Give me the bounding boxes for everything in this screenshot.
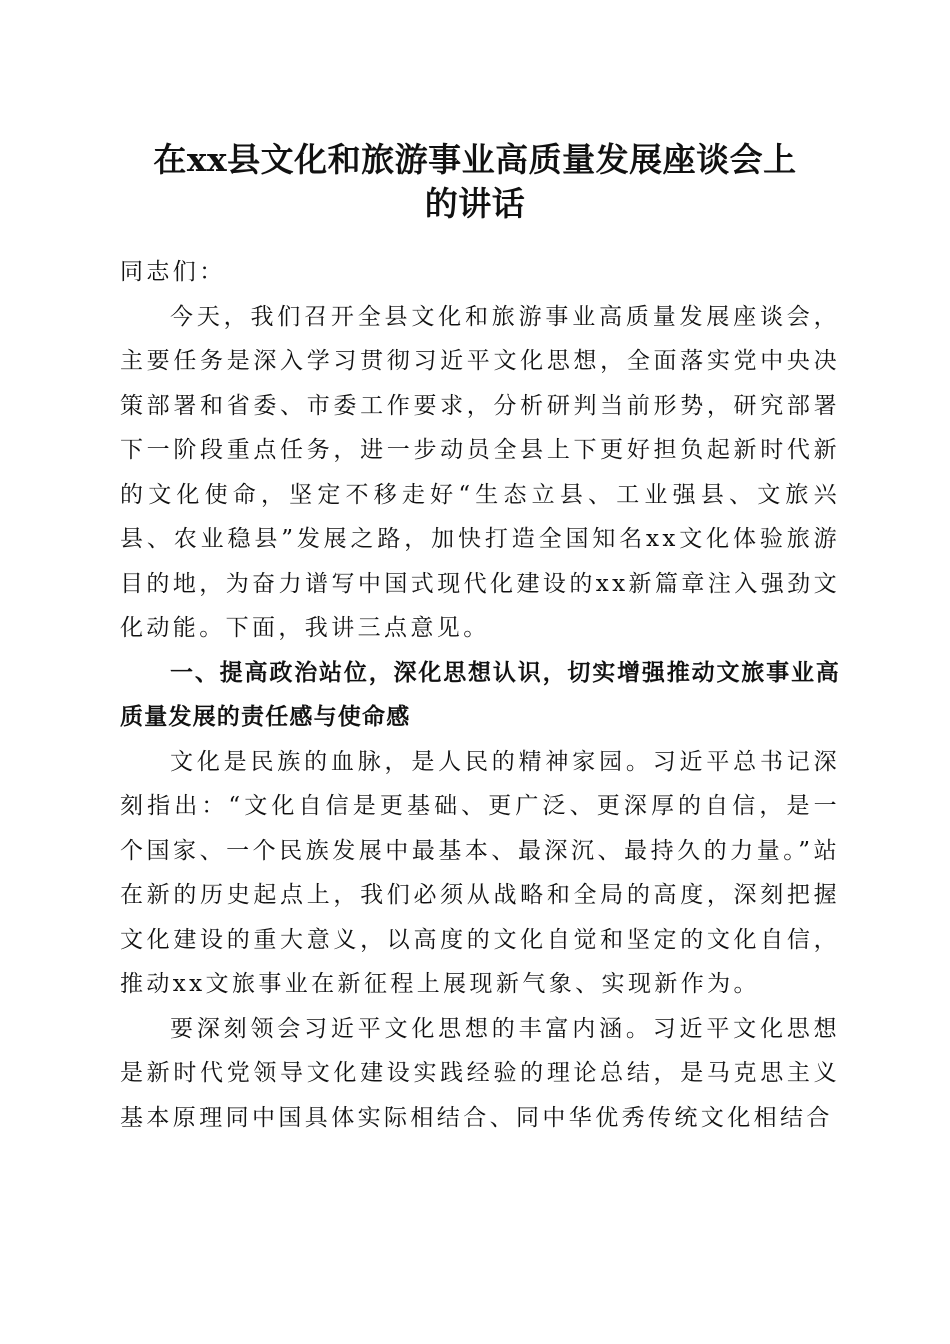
salutation: 同志们： xyxy=(120,259,226,285)
title-line-1: 在xx县文化和旅游事业高质量发展座谈会上 xyxy=(153,140,797,179)
body-paragraph: 文化是民族的血脉，是人民的精神家园。习近平总书记深刻指出：“文化自信是更基础、更广泛、更深厚的自信，是一个国家、一个民族发展中最基本、最深沉、最持久的力量。”站在新的历史起点上，我们必须从战略和全局的高度，深刻把握文化建设的重大意义，以高度的文化自觉和坚定的文化自信，推动xx文旅事业在新征程上展现新气象、实现新作为。 xyxy=(120,748,840,997)
section-heading-1: 一、提高政治站位，深化思想认识，切实增强推动文旅事业高质量发展的责任感与使命感 xyxy=(120,659,840,730)
document-title xyxy=(110,138,840,226)
opening-paragraph: 今天，我们召开全县文化和旅游事业高质量发展座谈会，主要任务是深入学习贯彻习近平文化思想，全面落实党中央决策部署和省委、市委工作要求，分析研判当前形势，研究部署下一阶段重点任务，进一步动员全县上下更好担负起新时代新的文化使命，坚定不移走好“生态立县、工业强县、文旅兴县、农业稳县”发展之路，加快打造全国知名xx文化体验旅游目的地，为奋力谱写中国式现代化建设的xx新篇章注入强劲文化动能。下面，我讲三点意见。 xyxy=(120,303,840,641)
document-body xyxy=(120,250,840,1140)
title-line-2: 的讲话 xyxy=(424,184,526,223)
body-paragraph: 要深刻领会习近平文化思想的丰富内涵。习近平文化思想是新时代党领导文化建设实践经验的理论总结，是马克思主义基本原理同中国具体实际相结合、同中华优秀传统文化相结合 xyxy=(120,1015,840,1131)
